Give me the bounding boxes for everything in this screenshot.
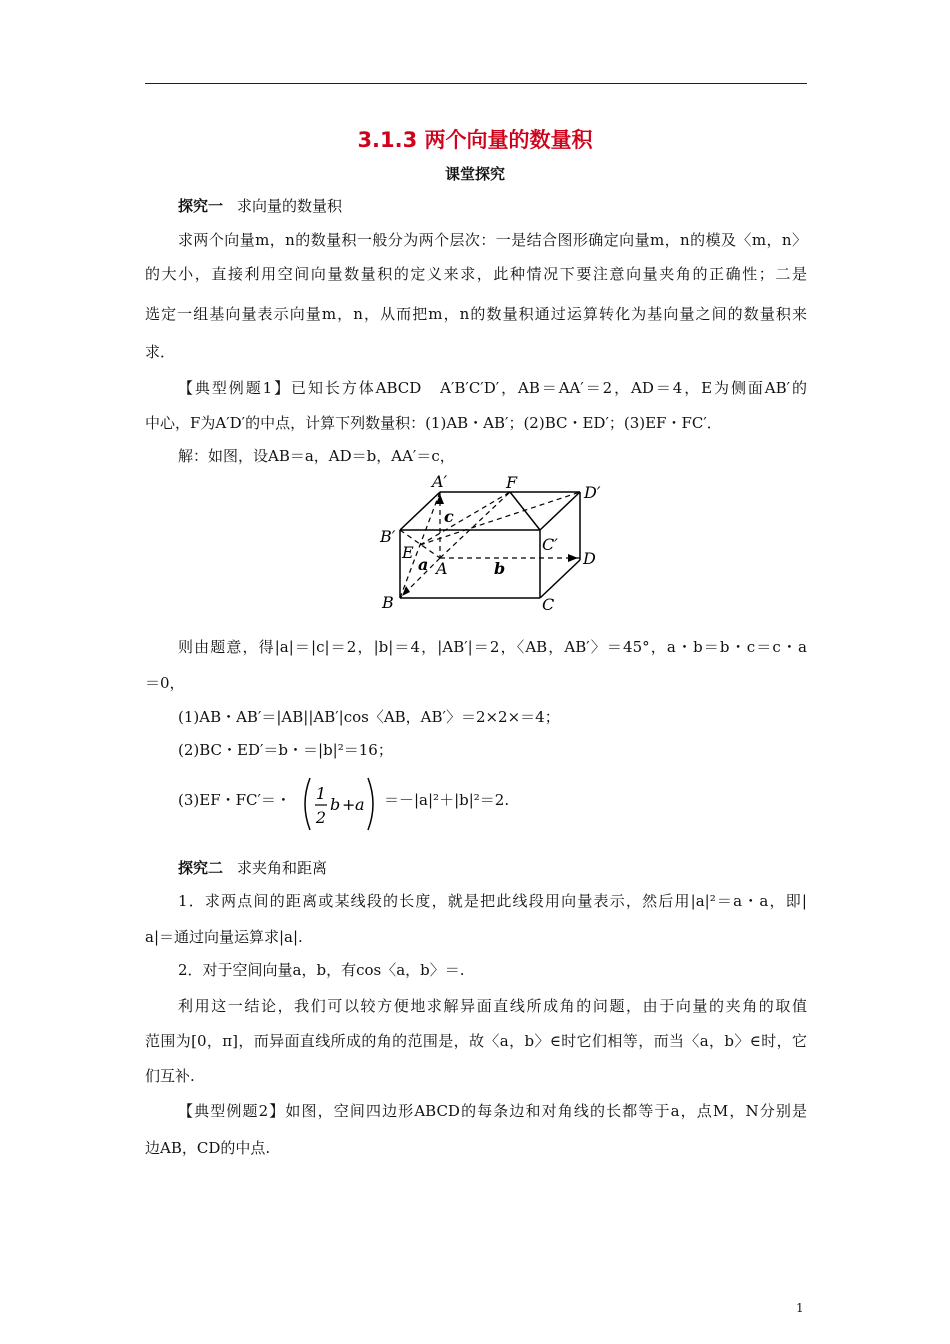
example2-line: 【典型例题2】如图，空间四边形ABCD的每条边和对角线的长都等于a，点M，N分别是 — [178, 1102, 807, 1120]
vertex-label-a-prime: A′ — [432, 472, 448, 491]
section1-para-line: 选定一组基向量表示向量m，n，从而把m，n的数量积通过运算转化为基向量之间的数量积来 — [145, 305, 807, 323]
fraction-numerator: 1 — [315, 784, 327, 803]
page-subtitle: 课堂探究 — [444, 165, 505, 183]
cuboid-figure — [370, 470, 610, 620]
vertex-label-d: D — [583, 549, 596, 568]
example1-step3-prefix: (3)EF・FC′＝・ — [178, 791, 291, 809]
section2-item1-line: 1．求两点间的距离或某线段的长度，就是把此线段用向量表示，然后用|a|²＝a・a，即| — [178, 892, 807, 910]
section1-para-line: 的大小，直接利用空间向量数量积的定义来求，此种情况下要注意向量夹角的正确性；二是 — [145, 265, 807, 283]
example1-given-line: ＝0， — [145, 674, 185, 692]
section1-heading-line — [178, 196, 807, 216]
section2-heading: 探究二 — [178, 859, 224, 877]
vertex-label-a: A — [436, 559, 448, 578]
example1-step2: (2)BC・ED′＝b・＝|b|²＝16； — [178, 741, 393, 759]
fraction-expression — [300, 774, 378, 834]
vertex-label-c: C — [542, 595, 555, 614]
vector-label-a: a — [418, 555, 429, 574]
vertex-label-b-prime: B′ — [380, 527, 396, 546]
fraction-denominator: 2 — [315, 808, 327, 827]
section2-topic: 求夹角和距离 — [237, 859, 328, 877]
fraction-term-a: a — [355, 795, 365, 814]
example1-given-line: 则由题意，得|a|＝|c|＝2，|b|＝4，|AB′|＝2，〈AB，AB′〉＝45°，a・b＝b・c＝c・a — [178, 638, 807, 656]
example1-step3-suffix: ＝－|a|²＋|b|²＝2. — [384, 791, 510, 809]
example1-solution: 解：如图，设AB＝a，AD＝b，AA′＝c， — [178, 447, 455, 465]
section2-para-line: 利用这一结论，我们可以较方便地求解异面直线所成角的问题，由于向量的夹角的取值 — [178, 997, 807, 1015]
section1-para-line: 求． — [145, 343, 176, 361]
vertex-label-b: B — [382, 593, 394, 612]
vector-label-c: c — [444, 507, 454, 526]
fraction-term-b: b — [330, 795, 341, 814]
section2-para-line: 们互补. — [145, 1067, 195, 1085]
section2-heading-line — [178, 858, 807, 878]
vector-label-b: b — [494, 559, 506, 578]
fraction-plus: + — [342, 795, 356, 814]
section1-heading: 探究一 — [178, 197, 224, 215]
page-title: 3.1.3 两个向量的数量积 — [357, 128, 593, 152]
section2-item2: 2．对于空间向量a，b，有cos〈a，b〉＝. — [178, 961, 465, 979]
vertex-label-d-prime: D′ — [584, 483, 601, 502]
example1-line: 【典型例题1】已知长方体ABCD A′B′C′D′，AB＝AA′＝2，AD＝4，E为侧面AB′的 — [178, 379, 807, 397]
example2-line: 边AB，CD的中点. — [145, 1139, 271, 1157]
section2-para-line: 范围为[0，π]，而异面直线所成的角的范围是，故〈a，b〉∈时它们相等，而当〈a，b〉∈时，它 — [145, 1032, 807, 1050]
section2-item1-line: a|＝通过向量运算求|a|. — [145, 928, 303, 946]
vertex-label-e: E — [402, 543, 414, 562]
section1-topic: 求向量的数量积 — [237, 197, 343, 215]
example1-line: 中心，F为A′D′的中点，计算下列数量积：(1)AB・AB′；(2)BC・ED′；(3)EF・FC′． — [145, 414, 722, 432]
vertex-label-f: F — [506, 473, 518, 492]
example1-step1: (1)AB・AB′＝|AB||AB′|cos〈AB，AB′〉＝2×2×＝4； — [178, 708, 560, 726]
section1-para-line: 求两个向量m，n的数量积一般分为两个层次：一是结合图形确定向量m，n的模及〈m，n〉 — [178, 231, 807, 249]
header-rule — [145, 83, 807, 84]
page-number: 1 — [796, 1301, 804, 1315]
vertex-label-c-prime: C′ — [542, 535, 558, 554]
